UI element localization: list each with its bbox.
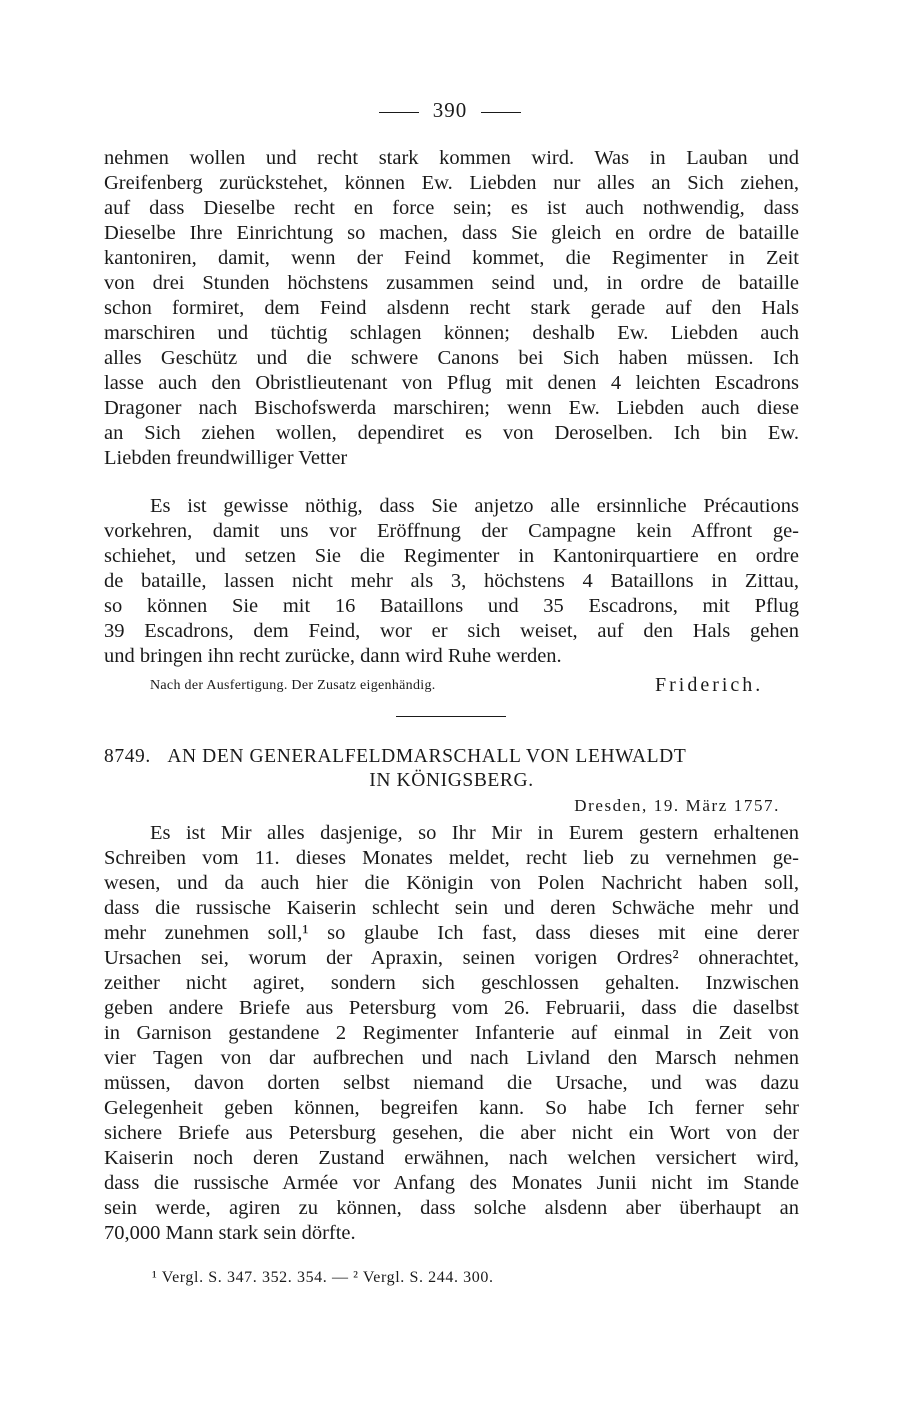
text-line: sein werde, agiren zu können, dass solche alsdenn aber überhaupt an — [104, 1197, 799, 1219]
text-line: mehr zunehmen soll,¹ so glaube Ich fast, dass dieses mit eine derer — [104, 922, 799, 944]
text-line: an Sich ziehen wollen, dependiret es von Deroselben. Ich bin Ew. — [104, 422, 799, 444]
footnote: ¹ Vergl. S. 347. 352. 354. — ² Vergl. S. 244. 300. — [152, 1269, 494, 1286]
text-line: Gelegenheit geben können, begreifen kann. So habe Ich ferner sehr — [104, 1097, 799, 1119]
header-dash-left — [379, 112, 419, 113]
text-line: und bringen ihn recht zurücke, dann wird Ruhe werden. — [104, 645, 562, 667]
text-line: Es ist Mir alles dasjenige, so Ihr Mir in Eurem gestern erhaltenen — [150, 822, 799, 844]
section-divider — [396, 716, 506, 717]
text-line: dass die russische Kaiserin schlecht sein und deren Schwäche mehr und — [104, 897, 799, 919]
text-line: vorkehren, damit uns vor Eröffnung der Campagne kein Affront ge- — [104, 520, 799, 542]
text-line: geben andere Briefe aus Petersburg vom 26. Februarii, dass die daselbst — [104, 997, 799, 1019]
text-line: alles Geschütz und die schwere Canons bei Sich haben müssen. Ich — [104, 347, 799, 369]
text-line: dass die russische Armée vor Anfang des Monates Junii nicht im Stande — [104, 1172, 799, 1194]
text-line: Es ist gewisse nöthig, dass Sie anjetzo alle ersinnliche Précautions — [150, 495, 799, 517]
text-line: Dragoner nach Bischofswerda marschiren; wenn Ew. Liebden auch diese — [104, 397, 799, 419]
text-line: lasse auch den Obristlieutenant von Pflug mit denen 4 leichten Escadrons — [104, 372, 799, 394]
document-heading — [104, 746, 799, 768]
text-line: nehmen wollen und recht stark kommen wird. Was in Lauban und — [104, 147, 799, 169]
signature: Friderich. — [655, 674, 764, 696]
page-header — [0, 98, 900, 123]
source-note: Nach der Ausfertigung. Der Zusatz eigenhändig. — [150, 678, 436, 693]
text-line: Dieselbe Ihre Einrichtung so machen, dass Sie gleich en ordre de bataille — [104, 222, 799, 244]
text-line: sichere Briefe aus Petersburg gesehen, die aber nicht ein Wort von der — [104, 1122, 799, 1144]
header-dash-right — [481, 112, 521, 113]
place-date: Dresden, 19. März 1757. — [574, 796, 780, 815]
page-number: 390 — [432, 98, 468, 122]
text-line: Ursachen sei, worum der Apraxin, seinen vorigen Ordres² ohnerachtet, — [104, 947, 799, 969]
text-line: in Garnison gestandene 2 Regimenter Infanterie auf einmal in Zeit von — [104, 1022, 799, 1044]
text-line: 70,000 Mann stark sein dörfte. — [104, 1222, 356, 1244]
text-line: müssen, davon dorten selbst niemand die Ursache, und was dazu — [104, 1072, 799, 1094]
text-line: schon formiret, dem Feind alsdenn recht stark gerade auf den Hals — [104, 297, 799, 319]
text-line: wesen, und da auch hier die Königin von Polen Nachricht haben soll, — [104, 872, 799, 894]
text-line: kantoniren, damit, wenn der Feind kommet, die Regimenter in Zeit — [104, 247, 799, 269]
document-title-line-2: IN KÖNIGSBERG. — [369, 770, 534, 791]
text-line: zeither nicht agiret, sondern sich geschlossen gehalten. Inzwischen — [104, 972, 799, 994]
document-title: AN DEN GENERALFELDMARSCHALL VON LEHWALDT — [167, 746, 687, 767]
text-line: auf dass Dieselbe recht en force sein; es ist auch nothwendig, dass — [104, 197, 799, 219]
text-line: Schreiben vom 11. dieses Monates meldet, recht lieb zu vernehmen ge- — [104, 847, 799, 869]
document-number: 8749. — [104, 746, 151, 767]
text-line: 39 Escadrons, dem Feind, wor er sich weiset, auf den Hals gehen — [104, 620, 799, 642]
text-line: von drei Stunden höchstens zusammen seind und, in ordre de bataille — [104, 272, 799, 294]
text-line: marschiren und tüchtig schlagen können; deshalb Ew. Liebden auch — [104, 322, 799, 344]
text-line: Greifenberg zurückstehet, können Ew. Liebden nur alles an Sich ziehen, — [104, 172, 799, 194]
text-line: Kaiserin noch deren Zustand erwähnen, nach welchen versichert wird, — [104, 1147, 799, 1169]
text-line: Liebden freundwilliger Vetter — [104, 447, 348, 469]
text-line: schiehet, und setzen Sie die Regimenter in Kantonirquartiere en ordre — [104, 545, 799, 567]
text-line: vier Tagen von dar aufbrechen und nach Livland den Marsch nehmen — [104, 1047, 799, 1069]
text-line: de bataille, lassen nicht mehr als 3, höchstens 4 Bataillons in Zittau, — [104, 570, 799, 592]
text-line: so können Sie mit 16 Bataillons und 35 Escadrons, mit Pflug — [104, 595, 799, 617]
